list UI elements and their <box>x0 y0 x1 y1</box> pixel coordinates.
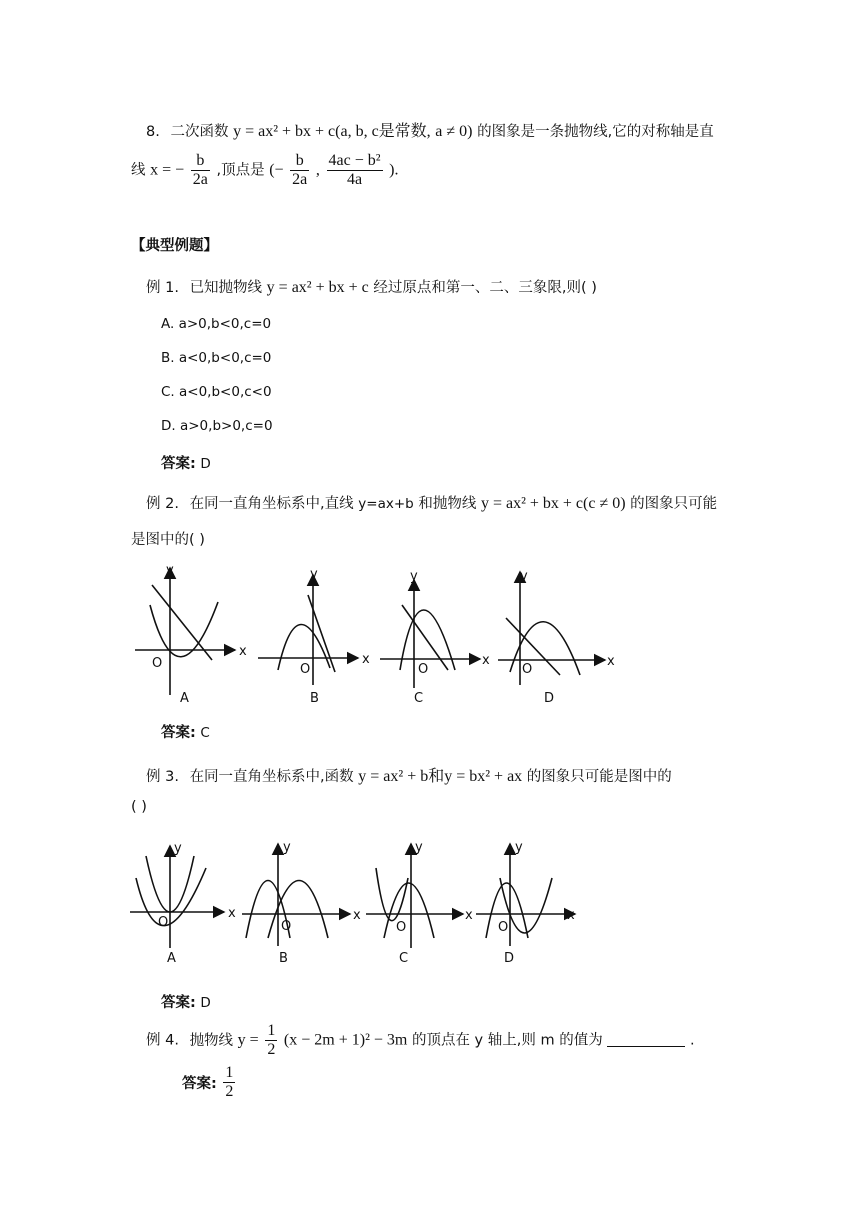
axis-x-label: x <box>482 653 490 668</box>
origin-label: O <box>152 656 163 671</box>
formula-lhs: y = <box>237 1031 259 1049</box>
formula-rhs: (x − 2m + 1)² − 3m <box>283 1031 408 1049</box>
figure-3b <box>242 844 350 946</box>
axis-fraction: $\frac{b}{2a}$ <box>192 152 208 188</box>
figure-label: C <box>399 951 409 966</box>
example-4-answer <box>182 1064 237 1101</box>
figure-label: C <box>414 691 424 706</box>
vertex-close: ). <box>389 161 399 179</box>
figure-label: A <box>167 951 176 966</box>
axis-x-label: x <box>239 644 247 659</box>
figure-label: B <box>279 951 288 966</box>
axis-y-label: y <box>415 840 423 855</box>
answer-label: 答案: <box>161 995 196 1011</box>
example-3-answer <box>161 991 211 1012</box>
example-1-answer <box>161 452 211 473</box>
axis-lhs: x = − <box>150 161 185 179</box>
question-text: 在同一直角坐标系中,直线 <box>189 496 354 512</box>
condition: a ≠ 0) <box>435 123 473 140</box>
answer-value: D <box>200 456 211 472</box>
parabola-formula: y = ax² + bx + c(c ≠ 0) <box>480 495 626 512</box>
answer-fraction: $\frac{1}{2}$ <box>225 1064 234 1100</box>
axis-y-label: y <box>410 569 418 584</box>
question-text: . <box>689 1032 695 1049</box>
origin-label: O <box>498 920 509 935</box>
half-fraction: $\frac{1}{2}$ <box>267 1022 276 1058</box>
answer-label: 答案: <box>161 456 196 472</box>
example-1-question <box>146 276 597 297</box>
figure-3c <box>366 844 463 948</box>
answer-value: D <box>200 995 211 1011</box>
functions-formula: y = ax² + b和y = bx² + ax <box>358 768 523 785</box>
axis-x-label: x <box>607 654 615 669</box>
option-a: A. a>0,b<0,c=0 <box>161 316 272 332</box>
quadratic-formula: y = ax² + bx + c(a, b, c是常数, <box>233 123 431 140</box>
example-label: 例 4. <box>146 1032 179 1049</box>
origin-label: O <box>396 920 407 935</box>
origin-label: O <box>522 662 533 677</box>
axis-x-label: x <box>353 908 361 923</box>
axis-y-label: y <box>283 840 291 855</box>
example-2-question <box>146 492 717 513</box>
axis-x-label: x <box>362 652 370 667</box>
example-label: 例 2. <box>146 496 179 512</box>
figure-label: B <box>310 691 319 706</box>
item-number: 8. <box>146 124 160 140</box>
origin-label: O <box>158 915 169 930</box>
vertex-x-fraction: $\frac{b}{2a}$ <box>292 152 308 188</box>
example-2-answer <box>161 721 210 742</box>
vertex-comma: , <box>315 161 320 179</box>
figure-2d <box>498 572 605 685</box>
example-3-question <box>146 763 672 786</box>
axis-y-label: y <box>166 563 174 578</box>
question-text: 的图象只可能 <box>630 496 718 512</box>
axis-y-label: y <box>310 567 318 582</box>
question-text: 已知抛物线 <box>189 280 263 296</box>
example-4-question <box>146 1022 695 1059</box>
example-2-figures <box>130 560 620 710</box>
example-3-question-cont: ( ) <box>131 799 147 815</box>
answer-value: C <box>200 725 210 741</box>
axis-y-label: y <box>174 841 182 856</box>
example-3-figures <box>128 838 588 968</box>
question-text: 抛物线 <box>189 1032 234 1049</box>
item-text: 线 <box>131 162 146 179</box>
section-title: 【典型例题】 <box>131 238 218 254</box>
example-2-question-cont: 是图中的( ) <box>131 532 205 548</box>
example-label: 例 3. <box>146 769 179 785</box>
item-text: 二次函数 <box>170 124 229 140</box>
option-c: C. a<0,b<0,c<0 <box>161 384 272 400</box>
question-text: 和抛物线 <box>418 496 477 512</box>
figure-label: A <box>180 691 189 706</box>
origin-label: O <box>300 662 311 677</box>
question-text: 经过原点和第一、二、三象限,则( ) <box>373 280 597 296</box>
axis-x-label: x <box>228 906 236 921</box>
question-text: 在同一直角坐标系中,函数 <box>189 769 354 785</box>
figure-label: D <box>504 951 515 966</box>
item-text: ,顶点是 <box>216 162 265 179</box>
origin-label: O <box>418 662 429 677</box>
line-formula: y=ax+b <box>358 496 414 512</box>
option-d: D. a>0,b>0,c=0 <box>161 418 273 434</box>
example-label: 例 1. <box>146 280 179 296</box>
item-8-line-2 <box>131 152 398 189</box>
item-text: 的图象是一条抛物线,它的对称轴是直 <box>477 124 714 140</box>
figure-2c <box>380 580 480 688</box>
axis-y-label: y <box>515 840 523 855</box>
figure-3d <box>476 844 575 946</box>
answer-label: 答案: <box>182 1076 217 1092</box>
figure-label: D <box>544 691 555 706</box>
answer-blank[interactable] <box>607 1032 685 1047</box>
vertex-y-fraction: $\frac{\text{4ac − b²}}{4a}$ <box>328 152 381 188</box>
question-text: 的顶点在 y 轴上,则 m 的值为 <box>411 1032 603 1049</box>
figure-3a <box>130 846 224 948</box>
vertex-open: (− <box>269 161 284 179</box>
parabola-formula: y = ax² + bx + c <box>266 279 369 296</box>
axis-y-label: y <box>520 569 528 584</box>
figure-2a <box>135 568 235 695</box>
item-8-line-1 <box>146 118 714 141</box>
option-b: B. a<0,b<0,c=0 <box>161 350 272 366</box>
origin-label: O <box>281 919 292 934</box>
question-text: 的图象只可能是图中的 <box>526 769 672 785</box>
axis-x-label: x <box>465 908 473 923</box>
axis-x-label: x <box>567 908 575 923</box>
answer-label: 答案: <box>161 725 196 741</box>
